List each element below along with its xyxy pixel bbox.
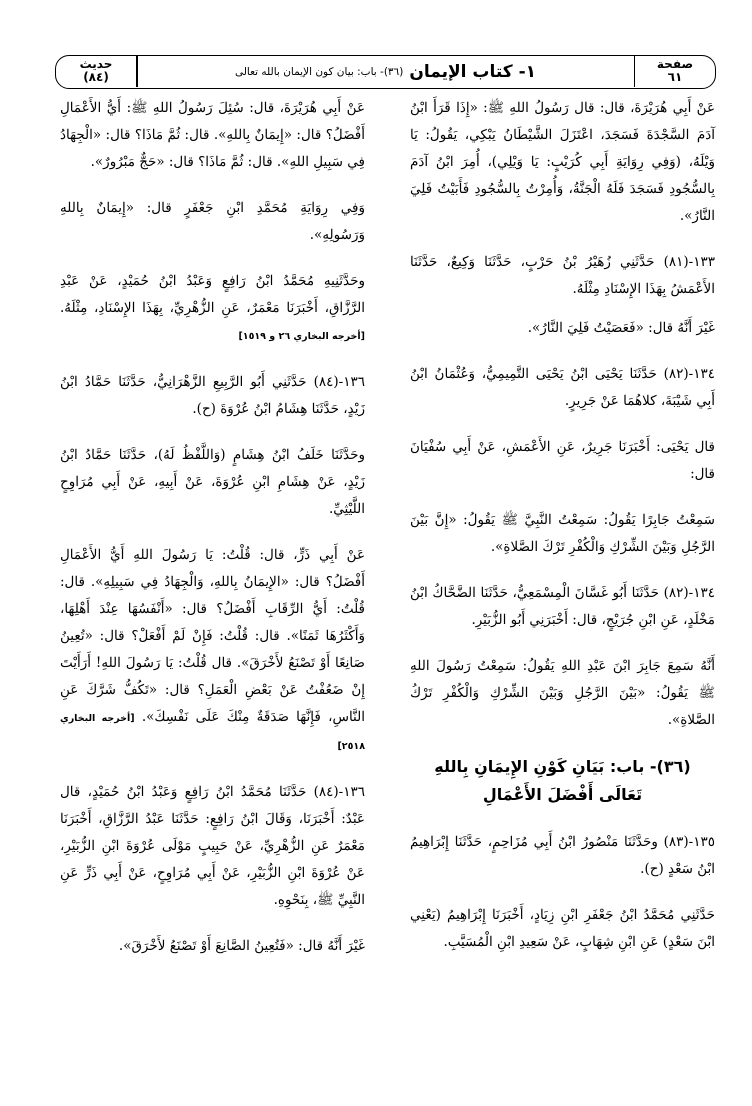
source-reference: [أخرجه البخاري ٢٦ و ١٥١٩] bbox=[238, 331, 365, 342]
paragraph-text: ١٣٦-(٨٤) حَدَّثَنَا مُحَمَّدُ ابْنُ رَافِعٍ وَعَبْدُ ابْنُ حُمَيْدٍ، قال عَبْدٌ: أَخْبَرَنَا، وَقَالَ ابْنُ رَافِعٍ: حَدَّثَنَا عَبْدُ الرَّزَّاقِ، أَخْبَرَنَا مَعْمَرٌ عَنِ الزُّهْرِيِّ، عَنْ حَبِيبٍ مَوْلَى عُرْوَةَ ابْنِ الزُّبَيْرِ، عَنْ عُرْوَةَ ابْنِ الزُّبَيْرِ، عَنْ أَبِي مُرَاوِحٍ، عَنْ أَبِي ذَرٍّ عَنِ النَّبِيِّ ﷺ، بِنَحْوِهِ. bbox=[60, 784, 365, 908]
header-titles bbox=[138, 56, 633, 87]
paragraph: سَمِعْتُ جَابِرًا يَقُولُ: سَمِعْتُ النَّبِيَّ ﷺ يَقُولُ: «إِنَّ بَيْنَ الرَّجُلِ وَبَيْنَ الشِّرْكِ وَالْكُفْرِ تَرْكَ الصَّلاةِ». bbox=[410, 512, 715, 555]
left-column bbox=[60, 95, 365, 979]
paragraph: ١٣٣-(٨١) حَدَّثَنِي زُهَيْرُ بْنُ حَرْبٍ، حَدَّثَنَا وَكِيعٌ، حَدَّثَنَا الأَعْمَشُ بِهَذَا الإِسْنَادِ مِثْلَهُ. bbox=[410, 254, 715, 297]
page-number-box bbox=[639, 58, 711, 86]
page-label: صفحة bbox=[656, 57, 694, 71]
header-divider bbox=[136, 56, 138, 87]
paragraph-text: غَيْرَ أَنَّهُ قال: «فَتُعِينُ الصَّانِعَ أَوْ تَصْنَعُ لأَخْرَقَ». bbox=[118, 938, 365, 954]
paragraph: أَنَّهُ سَمِعَ جَابِرَ ابْنَ عَبْدِ اللهِ يَقُولُ: سَمِعْتُ رَسُولَ اللهِ ﷺ يَقُولُ: «بَيْنَ الرَّجُلِ وَبَيْنَ الشِّرْكِ وَالْكُفْرِ تَرْكُ الصَّلاةِ». bbox=[410, 658, 715, 728]
paragraph bbox=[60, 195, 365, 249]
paragraph bbox=[60, 933, 365, 960]
paragraph bbox=[60, 268, 365, 350]
paragraph-text: عَنْ أَبِي ذَرٍّ، قال: قُلْتُ: يَا رَسُولَ اللهِ أَيُّ الأَعْمَالِ أَفْضَلُ؟ قال: «الإِيمَانُ بِاللهِ، وَالْجِهَادُ فِي سَبِيلِهِ». قال: قُلْتُ: أَيُّ الرِّقَابِ أَفْضَلُ؟ قال: «أَنْفَسُهَا عِنْدَ أَهْلِهَا، وَأَكْثَرُهَا ثَمَنًا». قال: قُلْتُ: فَإِنْ لَمْ أَفْعَلْ؟ قال: «تُعِينُ صَانِعًا أَوْ تَصْنَعُ لأَخْرَقَ». قال قُلْتُ: يَا رَسُولَ اللهِ! أَرَأَيْتَ إِنْ ضَعُفْتُ عَنْ بَعْضِ الْعَمَلِ؟ قال: «تَكُفُّ شَرَّكَ عَنِ النَّاسِ، فَإِنَّهَا صَدَقَةٌ مِنْكَ عَلَى نَفْسِكَ». bbox=[60, 547, 366, 725]
paragraph bbox=[60, 442, 365, 523]
paragraph bbox=[60, 369, 365, 423]
paragraph: قال يَحْيَى: أَخْبَرَنَا جَرِيرٌ، عَنِ الأَعْمَشِ، عَنْ أَبِي سُفْيَانَ قال: bbox=[410, 439, 715, 482]
hadith-label: حديث bbox=[79, 57, 113, 71]
paragraph-text: عَنْ أَبِي هُرَيْرَةَ، قال: سُئِلَ رَسُولُ اللهِ ﷺ: أَيُّ الأَعْمَالِ أَفْضَلُ؟ قال: «إِيمَانٌ بِاللهِ». قال: ثُمَّ مَاذَا؟ قال: «الْجِهَادُ فِي سَبِيلِ اللهِ». قال: ثُمَّ مَاذَا؟ قال: «حَجٌّ مَبْرُورٌ». bbox=[60, 100, 365, 170]
book-title: ١- كتاب الإيمان bbox=[409, 61, 537, 82]
right-column bbox=[410, 95, 715, 975]
paragraph-text: وحَدَّثَنَا خَلَفُ ابْنُ هِشَامٍ (وَاللَّفْظُ لَهُ)، حَدَّثَنَا حَمَّادُ ابْنُ زَيْدٍ، عَنْ هِشَامِ ابْنِ عُرْوَةَ، عَنْ أَبِيهِ، عَنْ أَبِي مُرَاوِحٍ اللَّيْثِيِّ. bbox=[60, 447, 365, 517]
paragraph: ١٣٥-(٨٣) وحَدَّثَنَا مَنْصُورُ ابْنُ أَبِي مُزَاحِمٍ، حَدَّثَنَا إِبْرَاهِيمُ ابْنُ سَعْدٍ (ح). bbox=[410, 834, 715, 877]
chapter-title: (٣٦)- باب: بيان كون الإيمان بالله تعالى bbox=[234, 65, 404, 78]
source-reference: [أخرجه البخاري ٢٥١٨] bbox=[60, 713, 365, 752]
header-divider bbox=[634, 56, 636, 87]
paragraph: حَدَّثَنِي مُحَمَّدُ ابْنُ جَعْفَرِ ابْنِ زِيَادٍ، أَخْبَرَنَا إِبْرَاهِيمُ (يَعْنِي ابْنَ سَعْدٍ) عَنِ ابْنِ شِهَابٍ، عَنْ سَعِيدِ ابْنِ الْمُسَيَّبِ. bbox=[410, 907, 715, 950]
hadith-number-box bbox=[60, 58, 132, 86]
chapter-heading: (٣٦)- باب: بَيَانِ كَوْنِ الإِيمَانِ بِاللهِ تَعَالَى أَفْضَلَ الأَعْمَالِ bbox=[434, 757, 691, 804]
page-header bbox=[55, 55, 716, 89]
paragraph: ١٣٤-(٨٢) حَدَّثَنَا يَحْيَى ابْنُ يَحْيَى التَّمِيمِيُّ، وَعُثْمَانُ ابْنُ أَبِي شَيْبَةَ، كلاهُمَا عَنْ جَرِيرٍ. bbox=[410, 366, 715, 409]
paragraph: ١٣٤-(٨٢) حَدَّثَنَا أَبُو غَسَّانَ الْمِسْمَعِيُّ، حَدَّثَنَا الضَّحَّاكُ ابْنُ مَخْلَدٍ، عَنِ ابْنِ جُرَيْجٍ، قال: أَخْبَرَنِي أَبُو الزُّبَيْرِ. bbox=[410, 585, 715, 628]
paragraph bbox=[60, 95, 365, 176]
paragraph: غَيْرَ أَنَّهُ قال: «فَعَصَيْتُ فَلِيَ النَّارُ». bbox=[527, 320, 715, 336]
page-number: ٦١ bbox=[667, 70, 683, 84]
paragraph bbox=[60, 542, 365, 760]
hadith-number: (٨٤) bbox=[83, 70, 109, 84]
paragraph: عَنْ أَبِي هُرَيْرَةَ، قال: قال رَسُولُ اللهِ ﷺ: «إِذَا قَرَأَ ابْنُ آدَمَ السَّجْدَةَ فَسَجَدَ، اعْتَزَلَ الشَّيْطَانُ يَبْكِي، يَقُولُ: يَا وَيْلَهُ، (وَفِي رِوَايَةِ أَبِي كُرَيْبٍ: يَا وَيْلِي)، أُمِرَ ابْنُ آدَمَ بِالسُّجُودِ فَسَجَدَ فَلَهُ الْجَنَّةُ، وَأُمِرْتُ بِالسُّجُودِ فَأَبَيْتُ فَلِيَ النَّارُ». bbox=[410, 100, 715, 224]
paragraph-text: ١٣٦-(٨٤) حَدَّثَنِي أَبُو الرَّبِيعِ الزَّهْرَانِيُّ، حَدَّثَنَا حَمَّادُ ابْنُ زَيْدٍ، حَدَّثَنَا هِشَامُ ابْنُ عُرْوَةَ (ح). bbox=[60, 374, 365, 417]
paragraph bbox=[60, 779, 365, 914]
paragraph-text: وَفِي رِوَايَةِ مُحَمَّدِ ابْنِ جَعْفَرٍ قال: «إِيمَانٌ بِاللهِ وَرَسُولِهِ». bbox=[60, 200, 365, 243]
paragraph-text: وحَدَّثَنِيهِ مُحَمَّدُ ابْنُ رَافِعٍ وَعَبْدُ ابْنُ حُمَيْدٍ، عَنْ عَبْدِ الرَّزَّاقِ، أَخْبَرَنَا مَعْمَرٌ، عَنِ الزُّهْرِيِّ، بِهَذَا الإِسْنَادِ، مِثْلَهُ. bbox=[60, 273, 365, 316]
